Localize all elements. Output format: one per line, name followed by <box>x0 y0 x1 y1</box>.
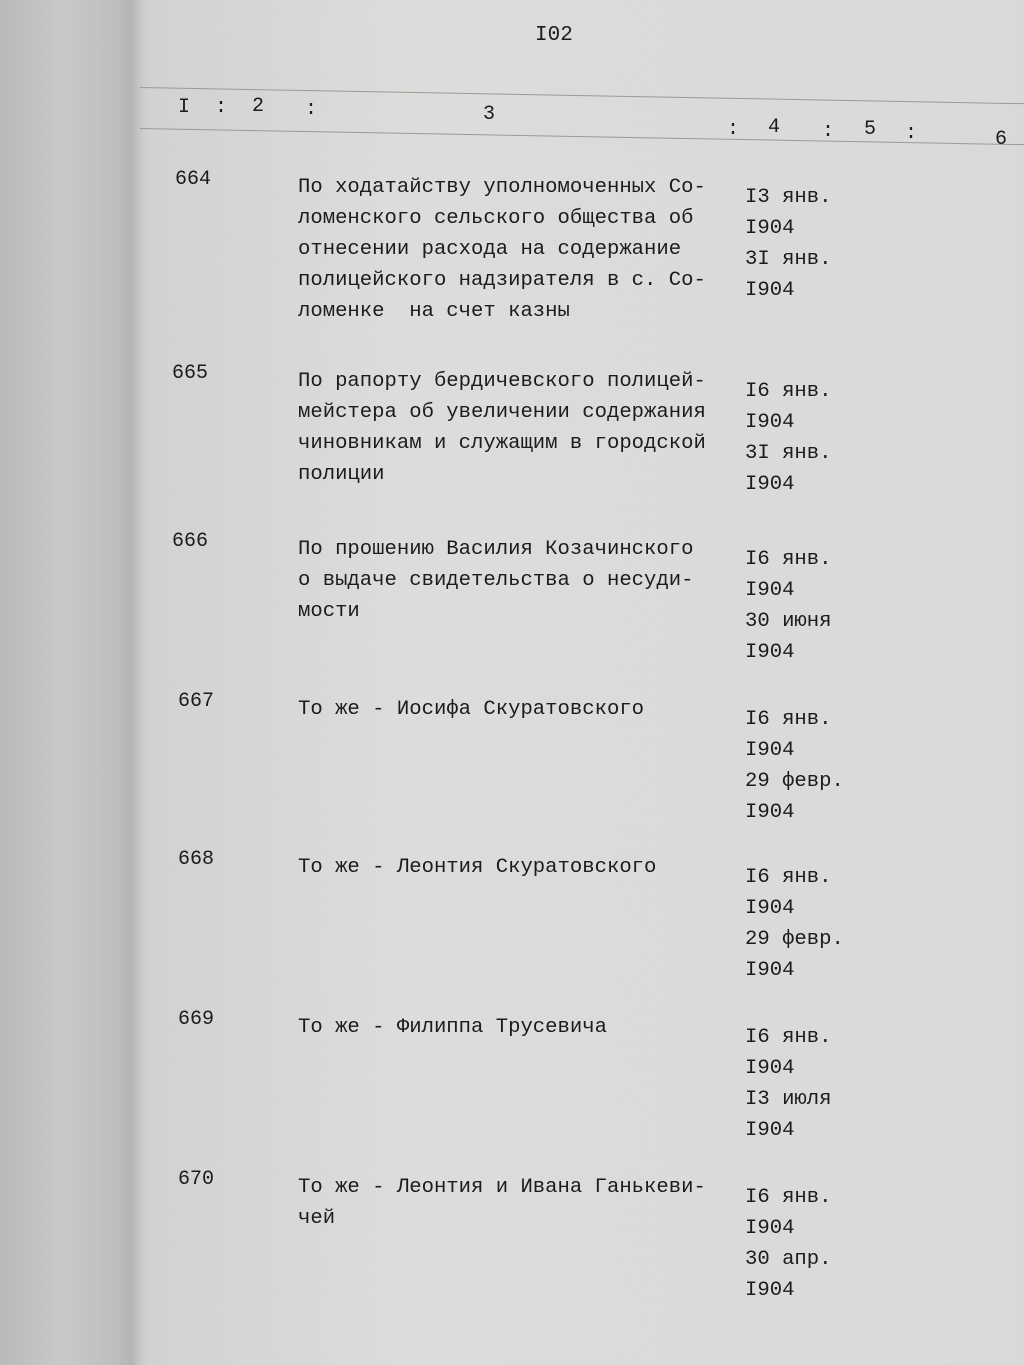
end-date-line: I904 <box>745 801 795 824</box>
entry-dates <box>745 1022 832 1146</box>
description-line: отнесении расхода на содержание <box>298 238 682 261</box>
entry-description <box>298 1172 706 1234</box>
end-date-line: 30 июня <box>745 610 832 633</box>
column-separator: : <box>822 120 835 143</box>
end-date-line: 3I янв. <box>745 248 832 271</box>
entry-dates <box>745 182 832 306</box>
start-date-line: I904 <box>745 217 795 240</box>
entry-dates <box>745 544 832 668</box>
header-rule-bottom <box>140 128 1024 145</box>
entry-number: 667 <box>178 690 215 713</box>
column-header-5: 5 <box>864 118 877 141</box>
description-line: чей <box>298 1207 336 1230</box>
entry-description <box>298 534 693 627</box>
start-date-line: I904 <box>745 1217 795 1240</box>
entry-dates <box>745 1182 832 1306</box>
start-date-line: I3 янв. <box>745 186 832 209</box>
entry-number: 665 <box>172 362 209 385</box>
start-date-line: I6 янв. <box>745 866 832 889</box>
column-header-6: 6 <box>995 128 1008 151</box>
start-date-line: I904 <box>745 579 795 602</box>
start-date-line: I6 янв. <box>745 380 832 403</box>
end-date-line: 30 апр. <box>745 1248 832 1271</box>
page-number: I02 <box>535 24 573 47</box>
start-date-line: I904 <box>745 897 795 920</box>
end-date-line: 29 февр. <box>745 928 844 951</box>
end-date-line: I904 <box>745 641 795 664</box>
description-line: То же - Леонтия и Ивана Ганькеви- <box>298 1176 706 1199</box>
book-gutter-shadow <box>118 0 144 1365</box>
column-separator: : <box>305 98 318 121</box>
start-date-line: I6 янв. <box>745 548 832 571</box>
entry-description <box>298 1012 607 1043</box>
description-line: То же - Филиппа Трусевича <box>298 1016 607 1039</box>
start-date-line: I6 янв. <box>745 1186 832 1209</box>
description-line: полиции <box>298 463 385 486</box>
end-date-line: I3 июля <box>745 1088 832 1111</box>
entry-number: 664 <box>175 168 212 191</box>
start-date-line: I904 <box>745 411 795 434</box>
description-line: полицейского надзирателя в с. Со- <box>298 269 706 292</box>
description-line: мости <box>298 600 360 623</box>
entry-dates <box>745 862 844 986</box>
column-header-2: 2 <box>252 95 265 118</box>
description-line: ломенке на счет казны <box>298 300 570 323</box>
start-date-line: I904 <box>745 739 795 762</box>
start-date-line: I6 янв. <box>745 708 832 731</box>
description-line: о выдаче свидетельства о несуди- <box>298 569 694 592</box>
description-line: То же - Иосифа Скуратовского <box>298 698 645 721</box>
end-date-line: I904 <box>745 473 795 496</box>
end-date-line: 29 февр. <box>745 770 844 793</box>
entry-dates <box>745 376 832 500</box>
description-line: ломенского сельского общества об <box>298 207 694 230</box>
start-date-line: I904 <box>745 1057 795 1080</box>
end-date-line: I904 <box>745 959 795 982</box>
description-line: мейстера об увеличении содержания <box>298 401 706 424</box>
header-rule-top <box>140 87 1024 104</box>
column-header-1: I <box>178 96 191 119</box>
description-line: По рапорту бердичевского полицей- <box>298 370 706 393</box>
entry-description <box>298 172 706 327</box>
description-line: По ходатайству уполномоченных Со- <box>298 176 706 199</box>
column-separator: : <box>905 122 918 145</box>
end-date-line: I904 <box>745 1279 795 1302</box>
entry-description <box>298 694 644 725</box>
end-date-line: I904 <box>745 279 795 302</box>
entry-dates <box>745 704 844 828</box>
end-date-line: 3I янв. <box>745 442 832 465</box>
entry-description <box>298 366 706 490</box>
entry-number: 669 <box>178 1008 215 1031</box>
column-separator: : <box>727 118 740 141</box>
end-date-line: I904 <box>745 1119 795 1142</box>
column-separator: : <box>215 96 228 119</box>
entry-description <box>298 852 656 883</box>
description-line: чиновникам и служащим в городской <box>298 432 706 455</box>
entry-number: 666 <box>172 530 209 553</box>
column-header-3: 3 <box>483 103 496 126</box>
description-line: По прошению Василия Козачинского <box>298 538 694 561</box>
column-header-4: 4 <box>768 116 781 139</box>
entry-number: 670 <box>178 1168 215 1191</box>
description-line: То же - Леонтия Скуратовского <box>298 856 657 879</box>
entry-number: 668 <box>178 848 215 871</box>
start-date-line: I6 янв. <box>745 1026 832 1049</box>
